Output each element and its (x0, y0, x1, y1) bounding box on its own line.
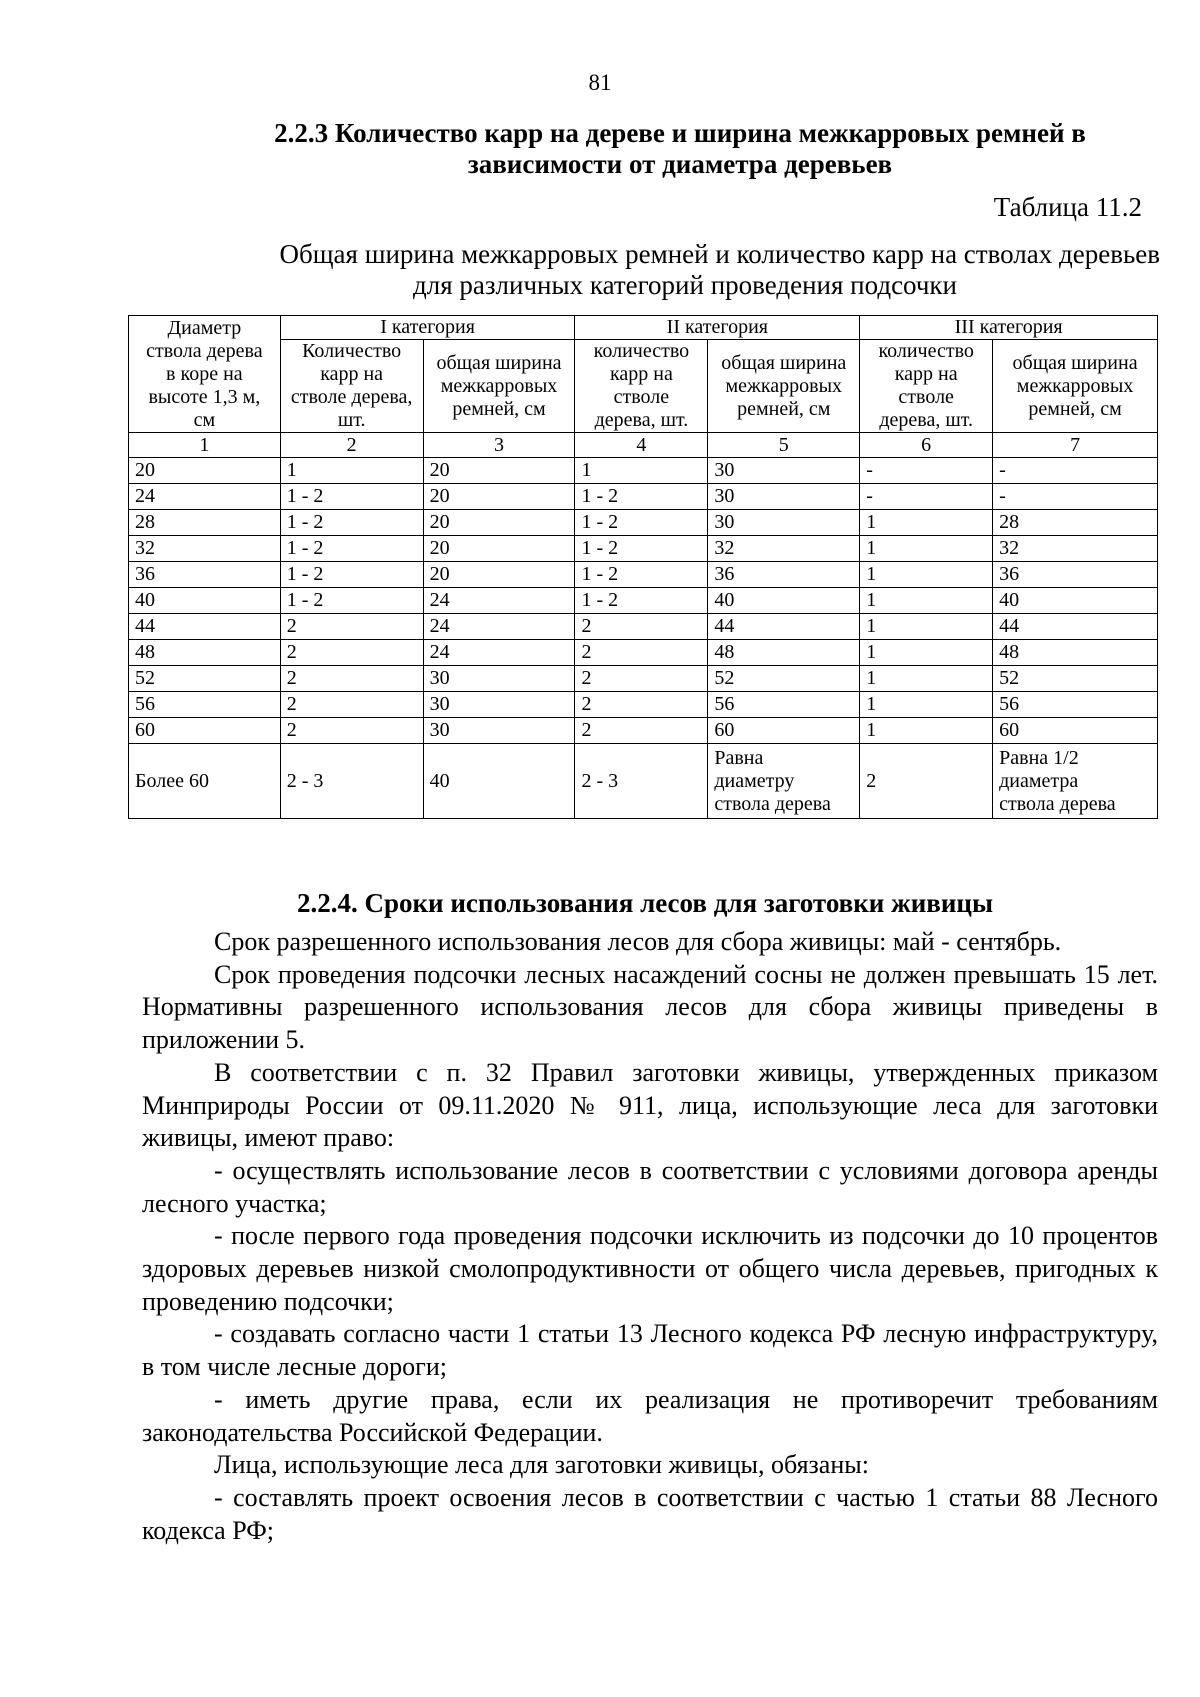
table-caption-line2: для различных категорий проведения подсочки (413, 270, 957, 300)
table-cell: - (993, 484, 1158, 510)
column-number: 7 (993, 433, 1158, 458)
table-cell: 1 (860, 536, 993, 562)
table-cell: 30 (708, 458, 860, 484)
table-row (129, 692, 1158, 718)
column-number: 2 (280, 433, 423, 458)
table-cell: 20 (423, 562, 575, 588)
table-label: Таблица 11.2 (993, 192, 1142, 222)
table-cell: 40 (708, 588, 860, 614)
header-cat1-width (423, 340, 575, 433)
table-row (129, 718, 1158, 744)
header-category-2: II категория (575, 316, 860, 340)
table-cell: 32 (708, 536, 860, 562)
table-cell: - (860, 484, 993, 510)
table-cell: 30 (423, 666, 575, 692)
section-224-body (142, 926, 1158, 1547)
header-line: количество (878, 340, 974, 362)
header-category-3: III категория (860, 316, 1158, 340)
table-cell: 2 - 3 (575, 744, 708, 819)
header-line: ремней, см (452, 397, 546, 420)
paragraph: - иметь другие права, если их реализация не противоречит требованиям законодательства Российской Федерации. (142, 1384, 1158, 1447)
table-cell: 2 (280, 666, 423, 692)
table-cell: 60 (708, 718, 860, 744)
cell-line: ствола дерева (714, 792, 831, 815)
cell-line: диаметра (999, 769, 1079, 792)
table-cell: 30 (423, 718, 575, 744)
table-cell: - (993, 458, 1158, 484)
table-cell: 20 (129, 458, 281, 484)
table-row (129, 666, 1158, 692)
column-number: 3 (423, 433, 575, 458)
header-line: высоте 1,3 м, (148, 385, 261, 408)
table-row (129, 640, 1158, 666)
table-cell: 56 (129, 692, 281, 718)
table-cell: 30 (423, 692, 575, 718)
table-cell: 24 (423, 588, 575, 614)
table-cell: 1 (860, 640, 993, 666)
section-223-title-line2: зависимости от диаметра деревьев (467, 149, 893, 179)
header-line: межкарровых (440, 374, 558, 397)
header-cat2-count (575, 340, 708, 433)
table-cell: 2 (280, 718, 423, 744)
table-cell: 40 (993, 588, 1158, 614)
table-cell: - (860, 458, 993, 484)
table-cell: 2 (280, 614, 423, 640)
table-cell: 2 (575, 640, 708, 666)
table-caption-line1: Общая ширина межкарровых ремней и количество карр на стволах деревьев (279, 239, 1160, 269)
table-cell: 20 (423, 536, 575, 562)
table-cell: 40 (423, 744, 575, 819)
table-cell: 24 (423, 640, 575, 666)
header-line: ремней, см (737, 397, 831, 420)
page-number: 81 (588, 70, 612, 95)
table-cell: 32 (993, 536, 1158, 562)
table-cell: 48 (708, 640, 860, 666)
header-line: межкарровых (1016, 374, 1134, 397)
table-cell: 1 - 2 (575, 510, 708, 536)
table-cell: 44 (993, 614, 1158, 640)
table-cell: 44 (129, 614, 281, 640)
table-cell: 36 (993, 562, 1158, 588)
table-row (129, 536, 1158, 562)
column-number: 6 (860, 433, 993, 458)
header-line: количество (593, 340, 690, 362)
cell-line: ствола дерева (999, 792, 1116, 815)
table-cell: 1 (860, 692, 993, 718)
table-cell: 1 (860, 510, 993, 536)
table-cell: 56 (708, 692, 860, 718)
header-line: стволе (613, 386, 670, 408)
table-cell: 36 (708, 562, 860, 588)
section-223-title (200, 118, 1160, 180)
cell-line: диаметру (714, 769, 795, 792)
table-cell: 1 - 2 (575, 484, 708, 510)
data-table (128, 315, 1158, 819)
table-cell: 20 (423, 510, 575, 536)
table-cell: 1 - 2 (575, 588, 708, 614)
table-cell: 28 (993, 510, 1158, 536)
table-cell (708, 744, 860, 819)
cell-line: Равна 1/2 (999, 746, 1079, 769)
paragraph: Срок проведения подсочки лесных насаждений сосны не должен превышать 15 лет. Нормативны разрешенного использования лесов для сбора живицы приведены в приложении 5. (142, 959, 1158, 1055)
table-row (129, 510, 1158, 536)
table-cell: 52 (708, 666, 860, 692)
header-cat2-width (708, 340, 860, 433)
table-cell: 2 (860, 744, 993, 819)
table-cell: 1 (280, 458, 423, 484)
header-category-1: I категория (280, 316, 575, 340)
table-cell: 60 (993, 718, 1158, 744)
table-row (129, 588, 1158, 614)
table-cell: 48 (129, 640, 281, 666)
table-cell: 20 (423, 484, 575, 510)
table-cell: 1 - 2 (575, 562, 708, 588)
table-cell: 1 (860, 562, 993, 588)
header-line: ствола дерева (146, 339, 263, 362)
table-cell: 52 (993, 666, 1158, 692)
header-line: межкарровых (725, 374, 843, 397)
paragraph: - составлять проект освоения лесов в соответствии с частью 1 статьи 88 Лесного кодекса РФ; (142, 1482, 1158, 1545)
header-line: см (193, 408, 216, 431)
header-line: общая ширина (1012, 351, 1138, 374)
header-line: стволе дерева, (290, 386, 413, 408)
header-diameter-sub (135, 340, 274, 432)
table-row (129, 744, 1158, 819)
table-cell: 1 - 2 (280, 562, 423, 588)
column-number: 1 (129, 433, 281, 458)
header-line: карр на (320, 363, 384, 385)
table-cell: 40 (129, 588, 281, 614)
section-224-title: 2.2.4. Сроки использования лесов для заготовки живицы (296, 888, 994, 918)
header-line: Количество (302, 340, 402, 362)
header-diameter (129, 316, 281, 433)
header-cat1-count (280, 340, 423, 433)
table-cell: 1 - 2 (575, 536, 708, 562)
paragraph: - осуществлять использование лесов в соответствии с условиями договора аренды лесного участка; (142, 1155, 1158, 1218)
table-cell: 24 (129, 484, 281, 510)
header-line: шт. (337, 409, 366, 431)
table-cell: 32 (129, 536, 281, 562)
header-line: карр на (894, 363, 958, 385)
table-row (129, 562, 1158, 588)
table-cell: 1 (860, 588, 993, 614)
header-line: дерева, шт. (594, 409, 689, 431)
table-cell: 1 - 2 (280, 588, 423, 614)
table-cell: 1 - 2 (280, 536, 423, 562)
table-cell: 2 (575, 666, 708, 692)
table-row (129, 484, 1158, 510)
table-cell: 1 - 2 (280, 510, 423, 536)
table-cell: 2 - 3 (280, 744, 423, 819)
table-cell: 44 (708, 614, 860, 640)
table-cell: 48 (993, 640, 1158, 666)
header-cat3-width (993, 340, 1158, 433)
table-cell: 60 (129, 718, 281, 744)
table-cell: 36 (129, 562, 281, 588)
header-line: стволе (898, 386, 954, 408)
table-cell: 2 (575, 614, 708, 640)
table-cell: 1 (860, 614, 993, 640)
column-number: 5 (708, 433, 860, 458)
table-cell: 2 (575, 692, 708, 718)
header-line: общая ширина (721, 351, 847, 374)
cell-line: Равна (714, 746, 764, 769)
header-line: в коре на (166, 362, 243, 385)
header-diameter-title: Диаметр (167, 316, 242, 339)
paragraph: - после первого года проведения подсочки исключить из подсочки до 10 процентов здоровых деревьев низкой смолопродуктивности от общего числа деревьев, пригодных к проведению подсочки; (142, 1221, 1158, 1316)
table-cell: 2 (280, 640, 423, 666)
table-cell: 28 (129, 510, 281, 536)
section-223-title-line1: 2.2.3 Количество карр на дереве и ширина межкарровых ремней в (274, 118, 1086, 148)
header-line: карр на (609, 363, 673, 385)
table-row (129, 458, 1158, 484)
header-cat3-count (860, 340, 993, 433)
paragraph: Лица, использующие леса для заготовки живицы, обязаны: (214, 1450, 869, 1480)
header-line: ремней, см (1028, 397, 1122, 420)
table-cell: 2 (575, 718, 708, 744)
table-cell: 30 (708, 484, 860, 510)
table-cell: 1 (575, 458, 708, 484)
table-cell: 24 (423, 614, 575, 640)
header-line: общая ширина (436, 351, 562, 374)
column-number: 4 (575, 433, 708, 458)
table-cell: 1 (860, 718, 993, 744)
table-cell: 20 (423, 458, 575, 484)
table-cell: Более 60 (129, 744, 281, 819)
table-cell: 1 (860, 666, 993, 692)
paragraph: - создавать согласно части 1 статьи 13 Лесного кодекса РФ лесную инфраструктуру, в том числе лесные дороги; (142, 1319, 1158, 1382)
column-number-row (129, 433, 1158, 458)
table-cell: 30 (708, 510, 860, 536)
paragraph: В соответствии с п. 32 Правил заготовки живицы, утвержденных приказом Минприроды России от 09.11.2020 № 911, лица, использующие леса для заготовки живицы, имеют право: (142, 1057, 1158, 1153)
table-cell: 2 (280, 692, 423, 718)
table-caption (120, 239, 1160, 301)
table-cell: 1 - 2 (280, 484, 423, 510)
paragraph: Срок разрешенного использования лесов для сбора живицы: май - сентябрь. (214, 927, 1062, 956)
table-cell (993, 744, 1158, 819)
table-cell: 52 (129, 666, 281, 692)
table-row (129, 614, 1158, 640)
header-line: дерева, шт. (879, 409, 973, 431)
table-cell: 56 (993, 692, 1158, 718)
